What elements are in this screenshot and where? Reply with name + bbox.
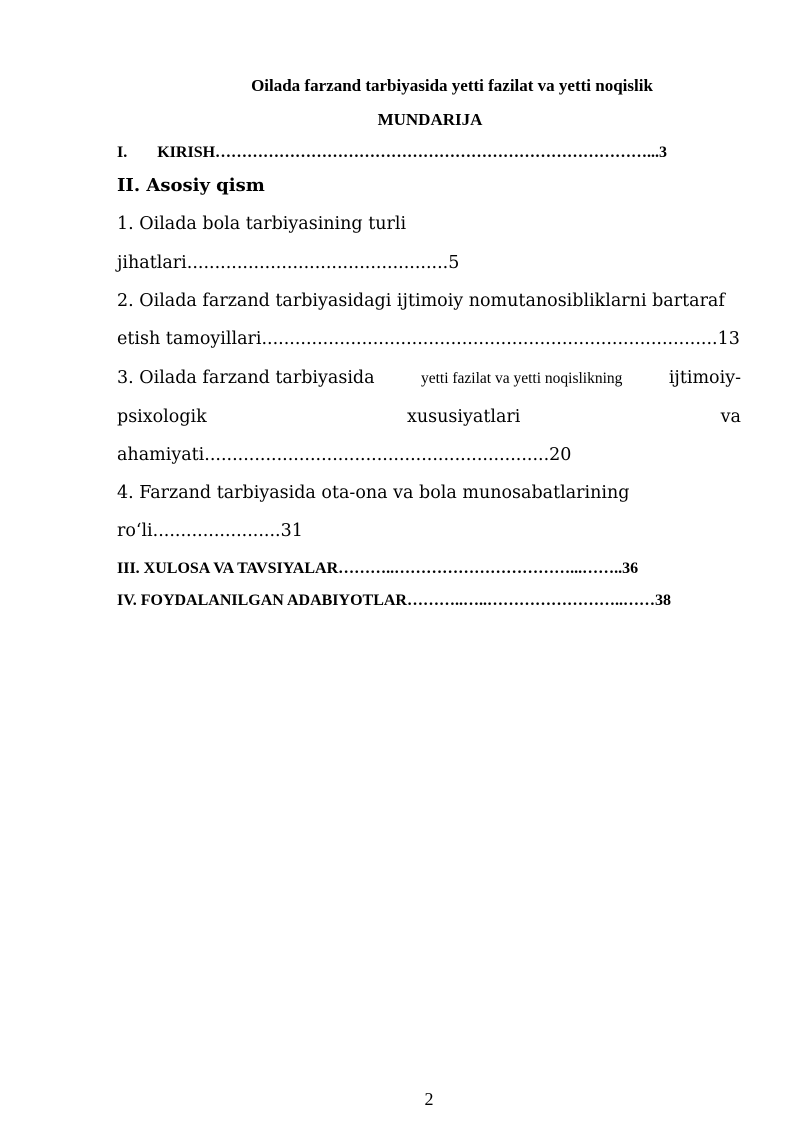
toc-entry-text-inserted: yetti fazilat va yetti noqislikning (420, 370, 623, 387)
toc-dot-leader: ………..……………………………...…….. (338, 560, 623, 577)
toc-entry-adabiyotlar (117, 592, 671, 610)
toc-entry-4-line2 (117, 521, 303, 541)
toc-entry-label: KIRISH (157, 144, 216, 161)
toc-page-number: 20 (549, 445, 572, 465)
toc-page-number: 5 (448, 253, 460, 273)
toc-page-number: 3 (659, 144, 668, 161)
toc-page-number: 38 (654, 592, 671, 609)
toc-entry-text: 3. Oilada farzand tarbiyasida (117, 368, 375, 388)
toc-entry-1-line2 (117, 253, 459, 273)
toc-entry-kirish (117, 144, 667, 162)
toc-entry-word: psixologik (117, 407, 207, 427)
toc-entry-text: jihatlari............................................... (117, 253, 449, 273)
toc-entry-label: III. XULOSA VA TAVSIYALAR (117, 560, 339, 577)
toc-entry-text: ijtimoiy- (668, 368, 741, 388)
toc-dot-leader: ………..…..……………………..…… (406, 592, 655, 609)
toc-entry-xulosa (117, 560, 638, 578)
toc-page-number: 13 (717, 329, 740, 349)
toc-entry-3-line2 (117, 407, 741, 427)
toc-entry-numeral: I. (117, 144, 128, 161)
toc-heading: MUNDARIJA (377, 110, 483, 129)
toc-entry-label: IV. FOYDALANILGAN ADABIYOTLAR (117, 592, 407, 609)
toc-page-number: 31 (280, 521, 303, 541)
toc-entry-text: ro‘li....................... (117, 521, 281, 541)
document-title: Oilada farzand tarbiyasida yetti fazilat va yetti noqislik (251, 76, 653, 95)
page-number: 2 (424, 1089, 434, 1109)
toc-entry-3-line1 (117, 368, 741, 388)
toc-entry-2-line2 (117, 329, 740, 349)
toc-entry-1-line1: 1. Oilada bola tarbiyasining turli (117, 214, 407, 234)
toc-section-heading: II. Asosiy qism (117, 175, 265, 196)
toc-entry-text: etish tamoyillari.................................................................................. (117, 329, 718, 349)
toc-entry-word: xususiyatlari (407, 407, 521, 427)
toc-entry-3-line3 (117, 445, 571, 465)
toc-entry-word: va (720, 407, 741, 427)
toc-entry-2-line1: 2. Oilada farzand tarbiyasidagi ijtimoiy nomutanosibliklarni bartaraf (117, 291, 725, 311)
toc-entry-4-line1: 4. Farzand tarbiyasida ota-ona va bola munosabatlarining (117, 483, 630, 503)
toc-page-number: 36 (622, 560, 639, 577)
toc-entry-text: ahamiyati.............................................................. (117, 445, 550, 465)
toc-dot-leader: ………………………………………………………………………... (215, 144, 660, 161)
